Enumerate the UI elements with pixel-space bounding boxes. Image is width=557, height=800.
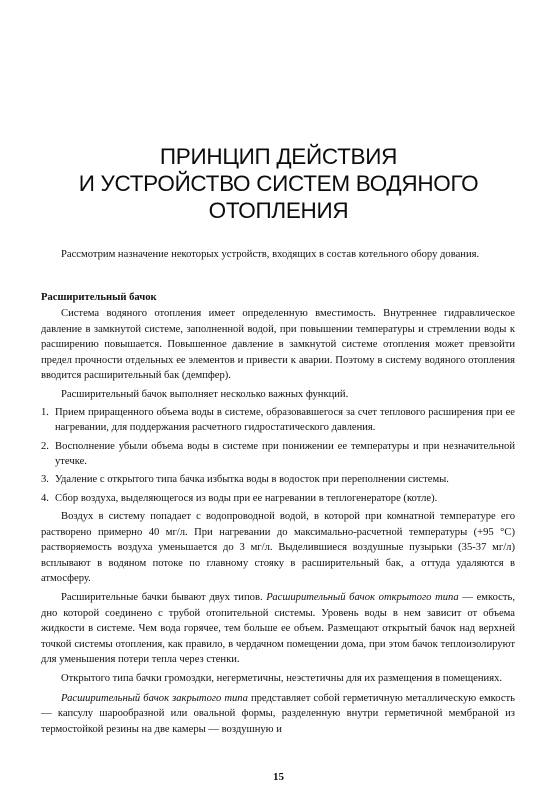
closed-tank-term: Расширительный бачок закрытого типа <box>61 692 248 704</box>
list-item-number: 1. <box>41 406 49 418</box>
list-item-text: Удаление с открытого типа бачка избытка воды в водосток при переполнении системы. <box>55 474 449 486</box>
chapter-title-line-3: ОТОПЛЕНИЯ <box>208 198 349 223</box>
expansion-tank-section <box>41 290 515 737</box>
paragraph-4-start: Расширительные бачки бывают двух типов. <box>61 592 267 604</box>
paragraph-4 <box>41 590 515 667</box>
list-item <box>41 491 515 506</box>
chapter-title-line-2: И УСТРОЙСТВО СИСТЕМ ВОДЯНОГО <box>78 171 479 196</box>
paragraph-6 <box>41 691 515 737</box>
paragraph-1: Система водяного отопления имеет определенную вместимость. Внутреннее гидравлическое давление в замкнутой системе, заполненной водой, при повышении температуры и стремлении воды к расширению повышается. Повышенное давление в замкнутой системе отопления может превзойти предел прочности отдельных ее элементов и привести к аварии. Поэтому в систему водяного отопления вводится расширительный бак (демпфер). <box>41 308 515 382</box>
functions-list <box>41 405 515 506</box>
chapter-title <box>0 143 557 224</box>
section-heading: Расширительный бачок <box>41 292 157 303</box>
paragraph-2: Расширительный бачок выполняет несколько важных функций. <box>61 389 349 401</box>
list-item-number: 3. <box>41 474 49 486</box>
list-item-text: Прием приращенного объема воды в системе, образовавшегося за счет теплового расширения при ее нагревании, для поддержания расчетного гидростатического давления. <box>55 406 515 434</box>
paragraph-6-end: представляет собой герметичную металлическую емкость — капсулу шарообразной или овальной формы, разделенную внутри герметичной мембраной из термостойкой резины на две камеры — воздушную и <box>41 692 515 735</box>
chapter-title-line-1: ПРИНЦИП ДЕЙСТВИЯ <box>159 144 398 169</box>
page-number: 15 <box>273 771 284 783</box>
paragraph-3: Воздух в систему попадает с водопроводной водой, в которой при комнатной температуре его растворено примерно 40 мг/л. При нагревании до максимально-расчетной температуры (+95 °С) растворяемость воздуха уменьшается до 3 мг/л. Выделившиеся воздушные пузырьки (35-37 мг/л) всплывают в водяном потоке по главному стояку в расширительный бак, а оттуда удаляются в атмосферу. <box>41 511 515 584</box>
list-item-text: Восполнение убыли объема воды в системе при понижении ее температуры и при незначительной утечке. <box>55 440 515 468</box>
paragraph-4-end: — емкость, дно которой соединено с трубой отопительной системы. Уровень воды в нем зависит от объема жидкости в системе. Чем вода горячее, тем больше ее объем. Размещают открытый бачок над верхней точкой системы отопления, как правило, в чердачном помещении дома, при этом бачок теплоизолируют для уменьшения потери тепла через стенки. <box>41 592 515 665</box>
list-item <box>41 439 515 470</box>
list-item-number: 4. <box>41 492 49 504</box>
open-tank-term: Расширительный бачок открытого типа <box>266 592 459 604</box>
list-item-number: 2. <box>41 440 49 452</box>
list-item-text: Сбор воздуха, выделяющегося из воды при ее нагревании в теплогенераторе (котле). <box>55 492 438 504</box>
list-item <box>41 472 515 487</box>
list-item <box>41 405 515 436</box>
intro-block <box>41 247 515 262</box>
intro-paragraph: Рассмотрим назначение некоторых устройств, входящих в состав котельного обору дования. <box>61 249 480 260</box>
paragraph-5: Открытого типа бачки громоздки, негерметичны, неэстетичны для их размещения в помещениях. <box>61 673 503 685</box>
